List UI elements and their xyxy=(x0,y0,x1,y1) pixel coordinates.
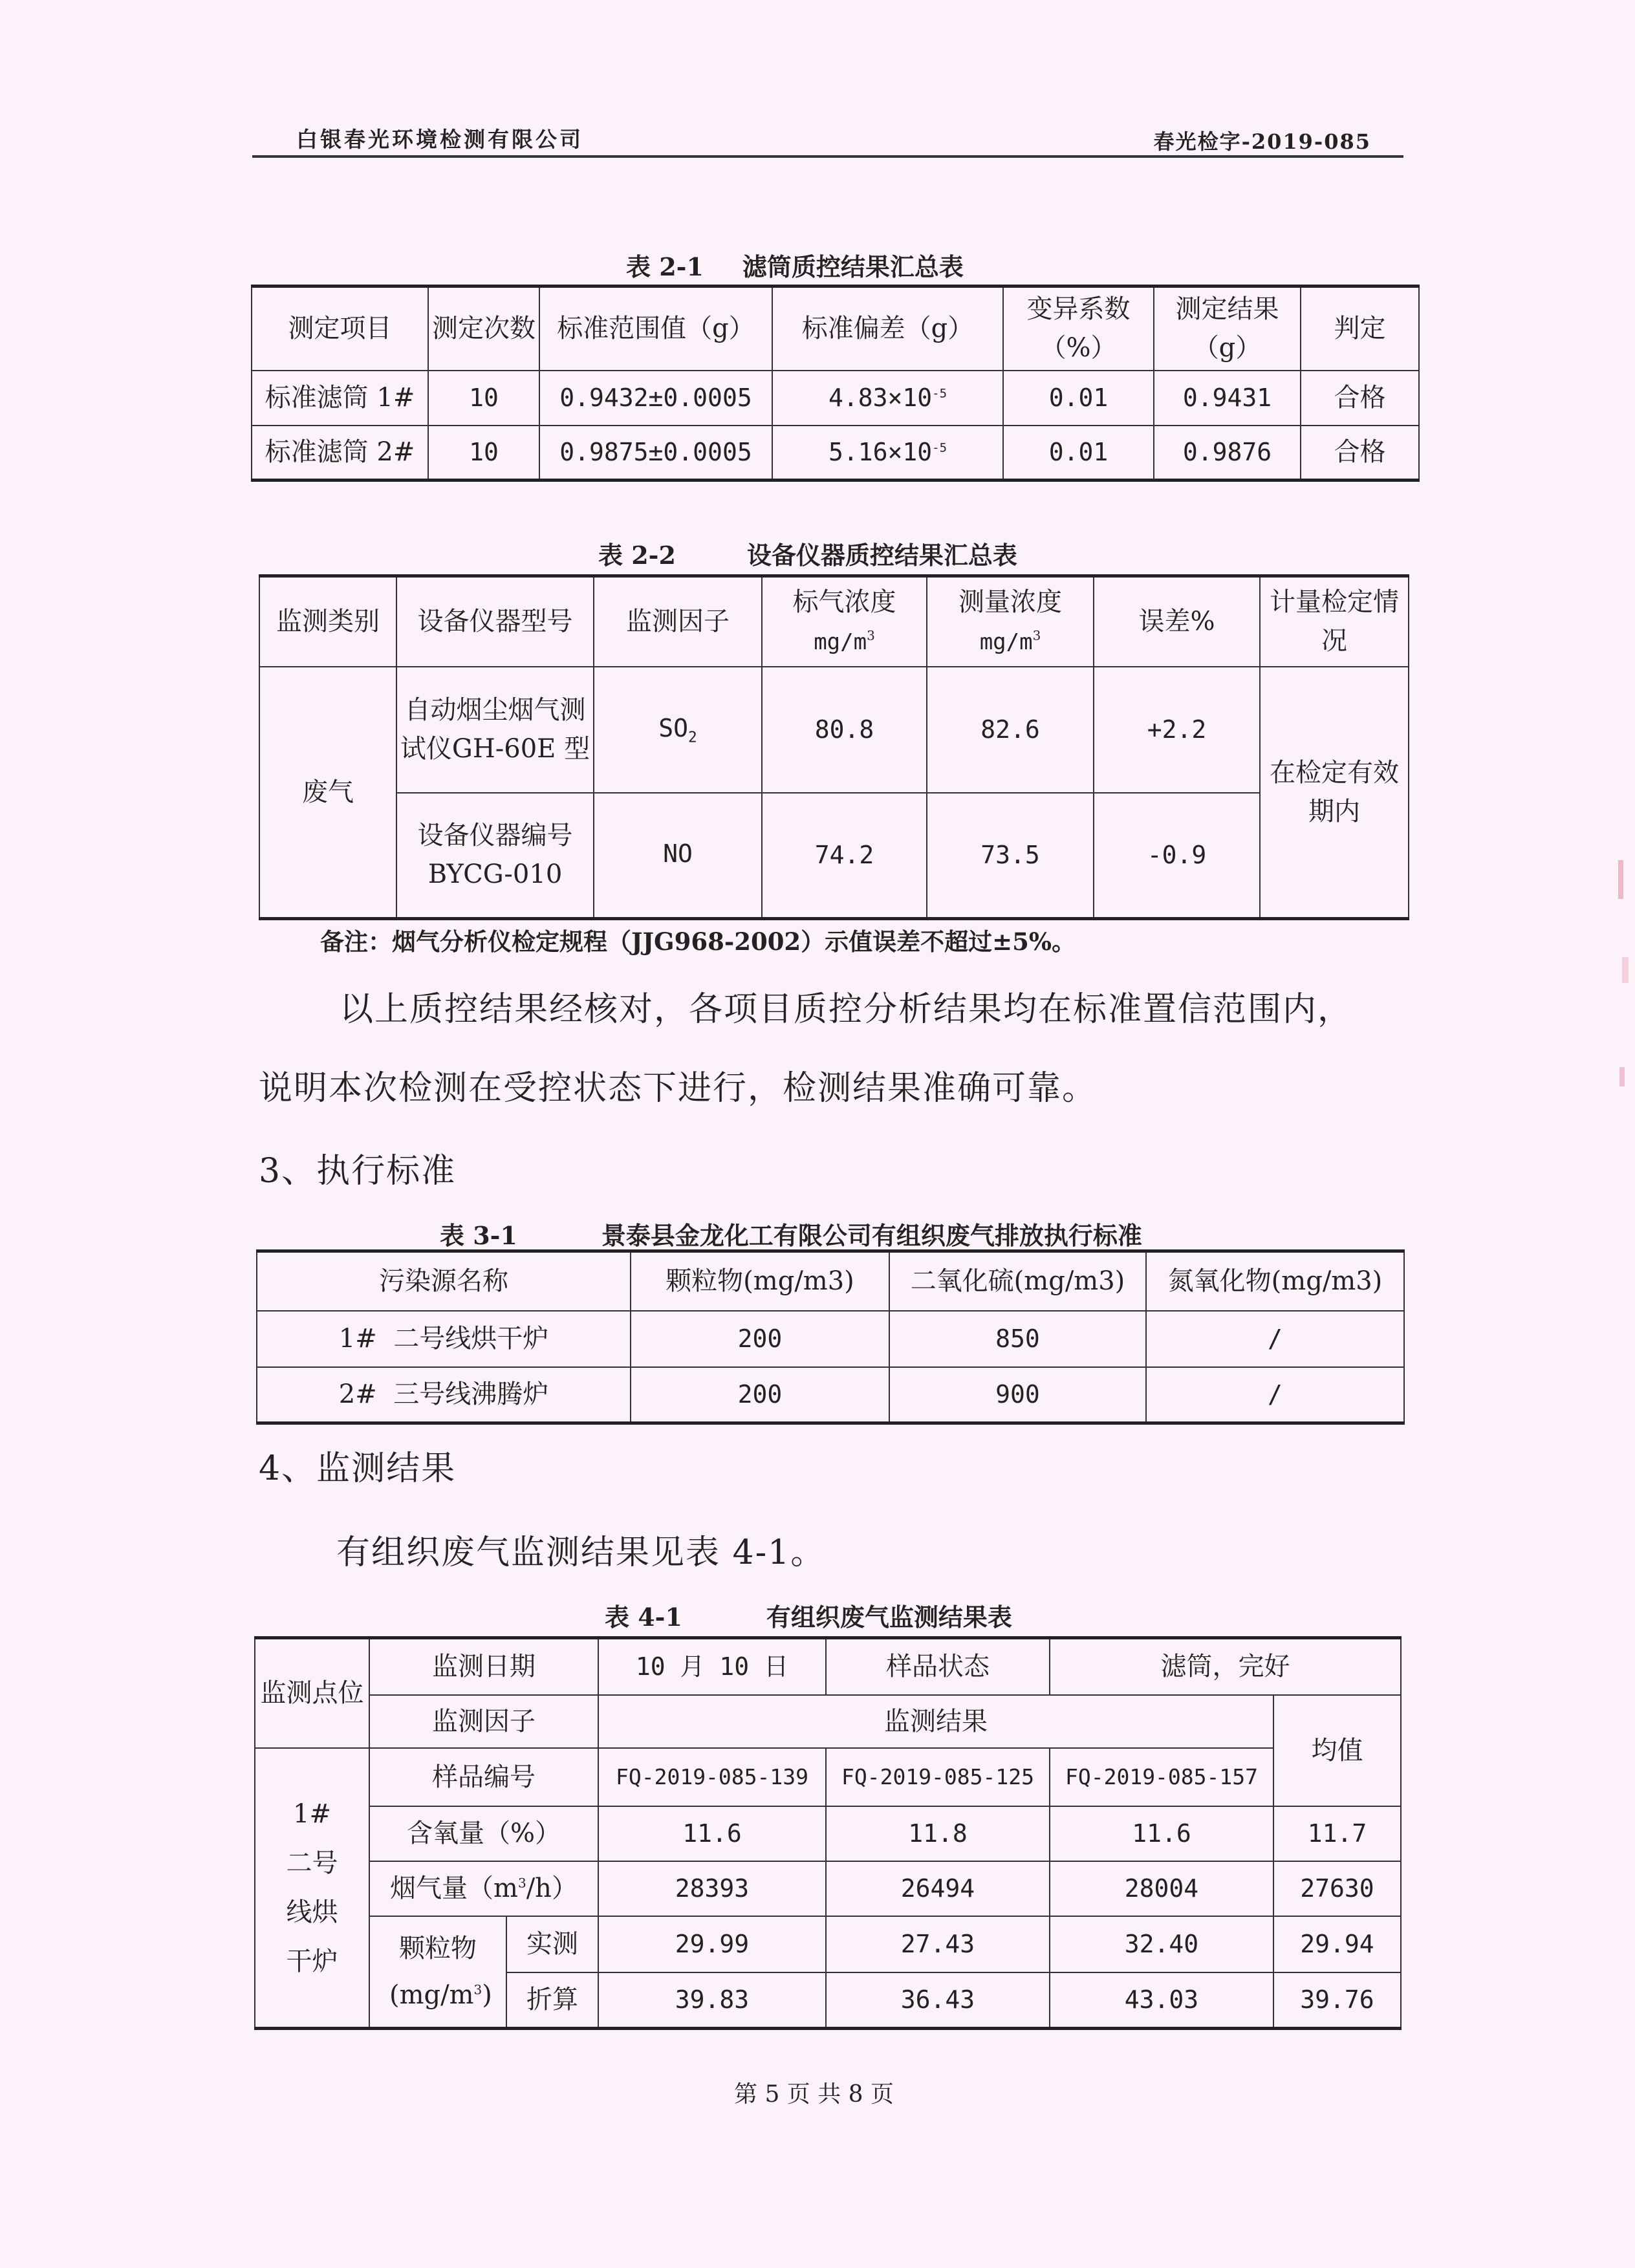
state-label: 样品状态 xyxy=(826,1638,1050,1695)
device-id: 设备仪器编号BYCG-010 xyxy=(396,793,594,919)
header-pm: 颗粒物(mg/m3) xyxy=(631,1251,889,1311)
header-deviation: 标准偏差（g） xyxy=(772,286,1003,371)
table-3-1 xyxy=(256,1249,1405,1425)
table-row: 折算 39.83 36.43 43.03 39.76 xyxy=(255,1972,1401,2029)
sample-label: 样品编号 xyxy=(369,1748,598,1806)
paragraph-1: 以上质控结果经核对，各项目质控分析结果均在标准置信范围内， xyxy=(340,990,1353,1029)
header-count: 测定次数 xyxy=(428,286,539,371)
header-category: 监测类别 xyxy=(259,576,396,667)
report-number: 春光检字-2019-085 xyxy=(1153,129,1371,154)
table-2-1-caption: 表 2-1 滤筒质控结果汇总表 xyxy=(626,252,964,281)
page-header xyxy=(252,116,1403,158)
paragraph-3: 有组织废气监测结果见表 4-1。 xyxy=(336,1533,826,1572)
table-row: 标准滤筒 1# 10 0.9432±0.0005 $4.83\times 10^{-5}$ 0.01 0.9431 合格 xyxy=(252,371,1419,426)
table-row: 标准滤筒 2# 10 0.9875±0.0005 $5.16\times 10^{-5}$ 0.01 0.9876 合格 xyxy=(252,426,1419,481)
section-4-title: 4、监测结果 xyxy=(259,1449,457,1488)
section-3-title: 3、执行标准 xyxy=(259,1152,457,1191)
header-meas-conc: 测量浓度 $mg/m^3$ xyxy=(927,576,1094,667)
table-row: 颗粒物$(mg/m^3)$ 实测 29.99 27.43 32.40 29.94 xyxy=(255,1916,1401,1972)
table-2-2-caption: 表 2-2 设备仪器质控结果汇总表 xyxy=(598,541,1017,570)
result-label: 监测结果 xyxy=(598,1695,1273,1748)
table-row: 废气 自动烟尘烟气测试仪GH-60E 型 $SO_2$ 80.8 82.6 +2.2 在检定有效期内 xyxy=(259,667,1409,793)
table-row: 1# 二号线烘干炉 200 850 / xyxy=(257,1311,1404,1367)
table-row: 烟气量$(m^3/h)$ 28393 26494 28004 27630 xyxy=(255,1861,1401,1916)
table-row: 2# 三号线沸腾炉 200 900 / xyxy=(257,1367,1404,1423)
header-verdict: 判定 xyxy=(1301,286,1419,371)
date-value: 10 月 10 日 xyxy=(598,1638,826,1695)
calibration-status: 在检定有效期内 xyxy=(1260,667,1409,919)
header-calibration: 计量检定情况 xyxy=(1260,576,1409,667)
table-4-1-caption: 表 4-1 有组织废气监测结果表 xyxy=(605,1603,1012,1632)
point-value: 1#二号线烘干炉 xyxy=(255,1748,369,2029)
state-value: 滤筒，完好 xyxy=(1050,1638,1401,1695)
header-range: 标准范围值（g） xyxy=(539,286,772,371)
table-row: 含氧量（%） 11.6 11.8 11.6 11.7 xyxy=(255,1806,1401,1861)
point-label: 监测点位 xyxy=(255,1638,369,1748)
date-label: 监测日期 xyxy=(369,1638,598,1695)
table-2-2 xyxy=(259,574,1409,920)
company-name: 白银春光环境检测有限公司 xyxy=(296,127,583,152)
page-footer: 第 5 页 共 8 页 xyxy=(734,2081,894,2108)
paragraph-2: 说明本次检测在受控状态下进行，检测结果准确可靠。 xyxy=(259,1069,1098,1108)
header-nox: 氮氧化物(mg/m3) xyxy=(1146,1251,1404,1311)
header-item: 测定项目 xyxy=(252,286,428,371)
pm-label: 颗粒物$(mg/m^3)$ xyxy=(369,1916,506,2029)
device-model: 自动烟尘烟气测试仪GH-60E 型 xyxy=(396,667,594,793)
header-device: 设备仪器型号 xyxy=(396,576,594,667)
seal-edge xyxy=(1609,834,1635,1106)
header-result: 测定结果（g） xyxy=(1154,286,1301,371)
factor-label: 监测因子 xyxy=(369,1695,598,1748)
table-row: 设备仪器编号BYCG-010 NO 74.2 73.5 -0.9 xyxy=(259,793,1409,919)
header-source: 污染源名称 xyxy=(257,1251,631,1311)
header-cv: 变异系数（%） xyxy=(1003,286,1154,371)
table-4-1: 监测点位 监测日期 10 月 10 日 样品状态 滤筒，完好 监测因子 监测结果 均值 1#二号线烘干炉 样品编号 FQ-2019-085-139 FQ-2019-085-125 FQ-2019-085-157 含氧量（%） 11.6 11.8 11.6 11.7 烟气量$(m^3/h)$ 28393 26494 28004 27630 颗粒物$(mg/m^3)$ 实测 29.99 27.43 32.40 29.94 折算 39.83 36.43 43.03 39.76 xyxy=(254,1636,1402,2030)
table-3-1-caption: 表 3-1 景泰县金龙化工有限公司有组织废气排放执行标准 xyxy=(440,1221,1142,1250)
header-error: 误差% xyxy=(1094,576,1260,667)
header-so2: 二氧化硫(mg/m3) xyxy=(889,1251,1146,1311)
mean-label: 均值 xyxy=(1273,1695,1401,1806)
header-std-conc: 标气浓度 $mg/m^3$ xyxy=(762,576,927,667)
category-cell: 废气 xyxy=(259,667,396,919)
header-factor: 监测因子 xyxy=(594,576,762,667)
table-2-2-note: 备注：烟气分析仪检定规程（JJG968-2002）示值误差不超过±5%。 xyxy=(320,927,1076,956)
table-2-1 xyxy=(251,285,1420,482)
